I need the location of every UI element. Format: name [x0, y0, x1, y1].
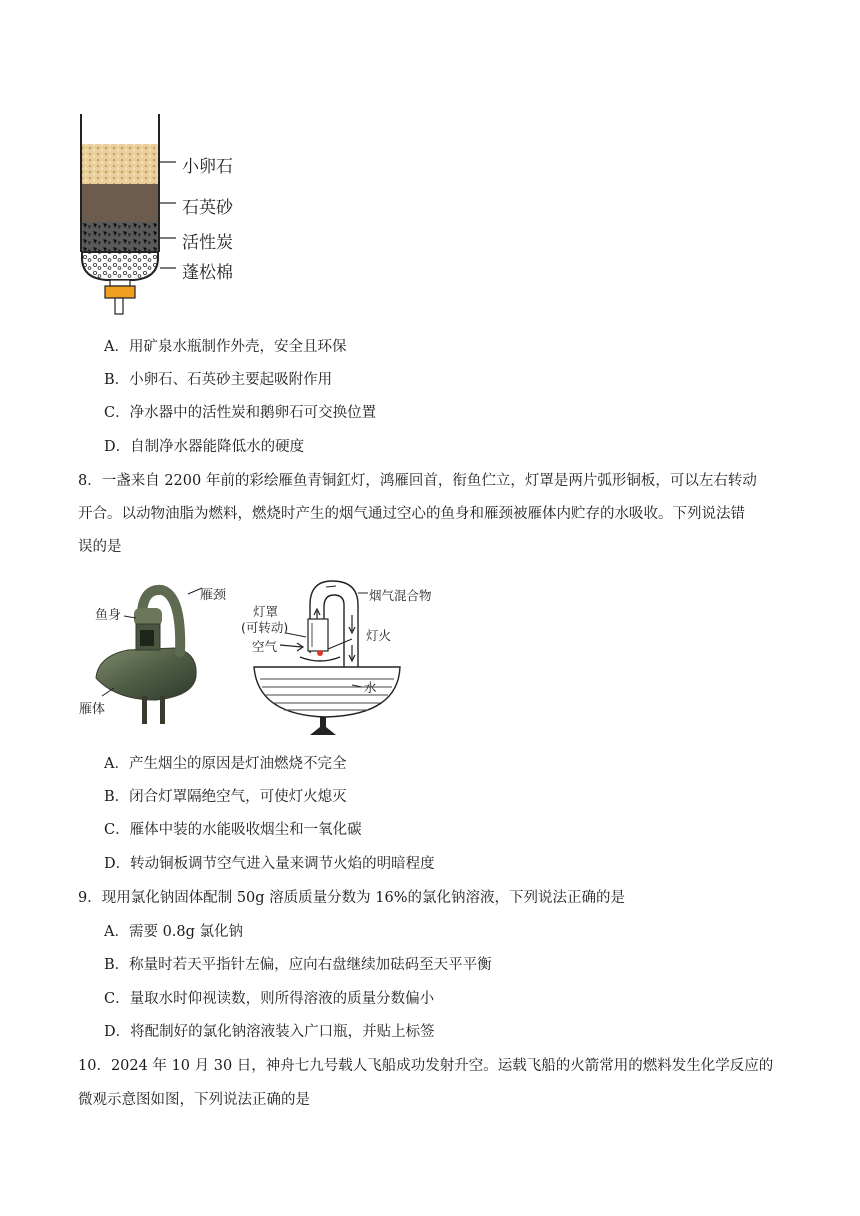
q9-option-b[interactable]: B．称量时若天平指针左偏，应向右盘继续加砝码至天平平衡: [104, 957, 492, 973]
quartz-sand-label: 石英砂: [182, 198, 233, 218]
smoke-mixture-label: 烟气混合物: [369, 588, 432, 603]
outlet-tube: [115, 298, 123, 314]
lamp-shade-rotatable-label: (可转动): [241, 620, 289, 635]
lamp-fire-label: 灯火: [366, 628, 392, 643]
q8-stem-line-3: 误的是: [78, 539, 122, 555]
activated-carbon-layer: [82, 222, 158, 252]
q8-stem-line-1: 8．一盏来自 2200 年前的彩绘雁鱼青铜釭灯，鸿雁回首，衔鱼伫立，灯罩是两片弧形铜板，可以左右转动: [78, 473, 757, 489]
q8-option-c[interactable]: C．雁体中装的水能吸收烟尘和一氧化碳: [104, 822, 362, 838]
pebble-label: 小卵石: [182, 157, 233, 177]
q9-option-a[interactable]: A．需要 0.8g 氯化钠: [104, 924, 244, 940]
water-filter-figure: [72, 110, 272, 322]
cotton-label: 蓬松棉: [182, 263, 233, 283]
goose-body-label: 雁体: [79, 702, 106, 717]
fish-body-label: 鱼身: [95, 608, 122, 623]
cotton-layer: [82, 252, 158, 280]
quartz-sand-layer: [82, 184, 158, 222]
q10-stem-line-2: 微观示意图如图，下列说法正确的是: [78, 1092, 310, 1108]
q8-stem-line-2: 开合。以动物油脂为燃料，燃烧时产生的烟气通过空心的鱼身和雁颈被雁体内贮存的水吸收。下列说法错: [78, 506, 745, 522]
q8-option-a[interactable]: A．产生烟尘的原因是灯油燃烧不完全: [104, 756, 347, 772]
q8-option-b[interactable]: B．闭合灯罩隔绝空气，可使灯火熄灭: [104, 789, 347, 805]
bottle-cap: [105, 286, 135, 298]
air-label: 空气: [252, 639, 278, 654]
pebble-layer: [82, 144, 158, 184]
water-label: 水: [364, 680, 377, 695]
q9-option-c[interactable]: C．量取水时仰视读数，则所得溶液的质量分数偏小: [104, 991, 435, 1007]
q10-stem-line-1: 10．2024 年 10 月 30 日，神舟七九号载人飞船成功发射升空。运载飞船的火箭常用的燃料发生化学反应的: [78, 1058, 774, 1074]
q9-stem: 9．现用氯化钠固体配制 50g 溶质质量分数为 16%的氯化钠溶液，下列说法正确的是: [78, 890, 626, 906]
q9-option-d[interactable]: D．将配制好的氯化钠溶液装入广口瓶，并贴上标签: [104, 1024, 435, 1040]
activated-carbon-label: 活性炭: [182, 233, 233, 253]
q7-option-d[interactable]: D．自制净水器能降低水的硬度: [104, 439, 305, 455]
q7-option-b[interactable]: B．小卵石、石英砂主要起吸附作用: [104, 372, 333, 388]
q8-option-d[interactable]: D．转动铜板调节空气进入量来调节火焰的明暗程度: [104, 856, 435, 872]
q7-option-a[interactable]: A．用矿泉水瓶制作外壳，安全且环保: [104, 339, 347, 355]
q7-option-c[interactable]: C．净水器中的活性炭和鹅卵石可交换位置: [104, 405, 377, 421]
goose-neck-label: 雁颈: [200, 588, 227, 603]
lamp-shade-label: 灯罩: [253, 604, 279, 619]
